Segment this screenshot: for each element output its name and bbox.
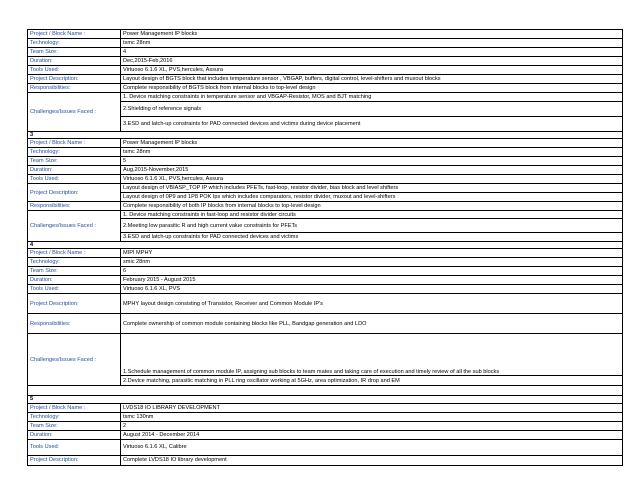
challenges-label: Challenges/Issues Faced : [28, 334, 121, 386]
challenge-line: 2.Meeting low parasitic R and high current value constraints for PFETs [121, 219, 623, 233]
challenge-line: 3.ESD and latch-up constraints for PAD connected devices and victims [121, 233, 623, 242]
project-name-label: Project / Block Name : [28, 403, 121, 412]
description-label: Project Description: [28, 455, 121, 465]
project-number: 5 [28, 396, 623, 403]
team-size-value: 4 [121, 48, 623, 57]
project-block-5 [28, 396, 623, 465]
description-value: MPHY layout design consisting of Transistor, Receiver and Common Module IP's [121, 294, 623, 314]
technology-value: tsmc 28nm [121, 148, 623, 157]
project-name-value: Power Management IP blocks [121, 30, 623, 39]
tools-label: Tools Used: [28, 439, 121, 455]
challenges-label: Challenges/Issues Faced : [28, 211, 121, 242]
duration-label: Duration: [28, 166, 121, 175]
challenge-line: 2.Device matching, parasitic matching in PLL ring oscillator working at 5GHz, area optimization, IR drop and EM [121, 376, 623, 386]
project-name-value: MIPI MPHY [121, 249, 623, 258]
project-number: 3 [28, 132, 623, 139]
challenge-line: 1. Device matching constraints in temperature sensor and VBGAP-Resistor, MOS and BJT matching [121, 93, 623, 102]
challenge-line: 3.ESD and latch-up constraints for PAD connected devices and victims during device placement [121, 117, 623, 132]
duration-label: Duration: [28, 57, 121, 66]
challenge-line: 1. Device matching constraints in fast-loop and resistor divider circuits [121, 211, 623, 219]
technology-value: tsmc 130nm [121, 412, 623, 421]
description-value: Layout design of BGTS block that includes temperature sensor , VBGAP, buffers, digital control, level-shifters and muxout blocks [121, 75, 623, 84]
description-label: Project Description: [28, 75, 121, 84]
technology-label: Technology: [28, 39, 121, 48]
resume-project-table [27, 29, 623, 466]
description-line: Layout design of 0P9 and 1P8 POK Ips which includes comparators, resistor divider, muxout and level-shifters [121, 193, 623, 202]
project-name-value: Power Management IP blocks [121, 139, 623, 148]
challenges-label: Challenges/Issues Faced : [28, 93, 121, 132]
technology-value: tsmc 28nm [121, 39, 623, 48]
technology-label: Technology: [28, 412, 121, 421]
tools-value: Virtuoso 6.1.6 XL, PVS,hercules, Assura [121, 66, 623, 75]
team-size-value: 5 [121, 157, 623, 166]
project-name-value: LVDS18 IO LIBRARY DEVELOPMENT [121, 403, 623, 412]
project-number: 4 [28, 242, 623, 249]
responsibilities-value: Complete responsibility of both IP blocks from internal blocks to top-level design [121, 202, 623, 211]
description-value: Complete LVDS18 IO library development [121, 455, 623, 465]
challenge-line: 2.Shielding of reference signals [121, 102, 623, 117]
duration-label: Duration: [28, 276, 121, 285]
responsibilities-value: Complete responsibility of BGTS block from internal blocks to top-level design [121, 84, 623, 93]
team-size-value: 2 [121, 421, 623, 430]
tools-value: Virtuoso 6.1.6 XL, PVS [121, 285, 623, 294]
team-size-label: Team Size: [28, 421, 121, 430]
description-label: Project Description: [28, 184, 121, 202]
challenge-line: 1.Schedule management of common module IP, assigning sub blocks to team mates and taking care of execution and timely review of all the sub blocks [121, 334, 623, 376]
tools-label: Tools Used: [28, 285, 121, 294]
team-size-label: Team Size: [28, 48, 121, 57]
technology-label: Technology: [28, 148, 121, 157]
team-size-label: Team Size: [28, 267, 121, 276]
tools-label: Tools Used: [28, 175, 121, 184]
description-line: Layout design of VBIASP_TOP IP which includes PFETs, fast-loop, resistor divider, bias block and level shifters [121, 184, 623, 193]
project-block-3 [28, 132, 623, 242]
duration-value: August 2014 - December 2014 [121, 430, 623, 439]
team-size-label: Team Size: [28, 157, 121, 166]
duration-value: Dec,2015-Feb,2016 [121, 57, 623, 66]
projects-table [27, 29, 623, 466]
responsibilities-label: Responsibilities: [28, 202, 121, 211]
project-block-1 [28, 30, 623, 132]
project-name-label: Project / Block Name : [28, 30, 121, 39]
blank-row [28, 386, 623, 396]
team-size-value: 6 [121, 267, 623, 276]
project-name-label: Project / Block Name : [28, 249, 121, 258]
technology-label: Technology: [28, 258, 121, 267]
responsibilities-label: Responsibilities: [28, 314, 121, 334]
description-label: Project Description: [28, 294, 121, 314]
project-name-label: Project / Block Name : [28, 139, 121, 148]
responsibilities-label: Responsibilities: [28, 84, 121, 93]
duration-label: Duration: [28, 430, 121, 439]
responsibilities-value: Complete ownership of common module containing blocks like PLL, Bandgap generation and LDO [121, 314, 623, 334]
duration-value: Aug,2015-November,2015 [121, 166, 623, 175]
technology-value: smic 28nm [121, 258, 623, 267]
tools-value: Virtuoso 6.1.6 XL, Calibre [121, 439, 623, 455]
project-block-4 [28, 242, 623, 396]
tools-label: Tools Used: [28, 66, 121, 75]
duration-value: February 2015 - August 2015 [121, 276, 623, 285]
tools-value: Virtuoso 6.1.6 XL, PVS,hercules, Assura [121, 175, 623, 184]
